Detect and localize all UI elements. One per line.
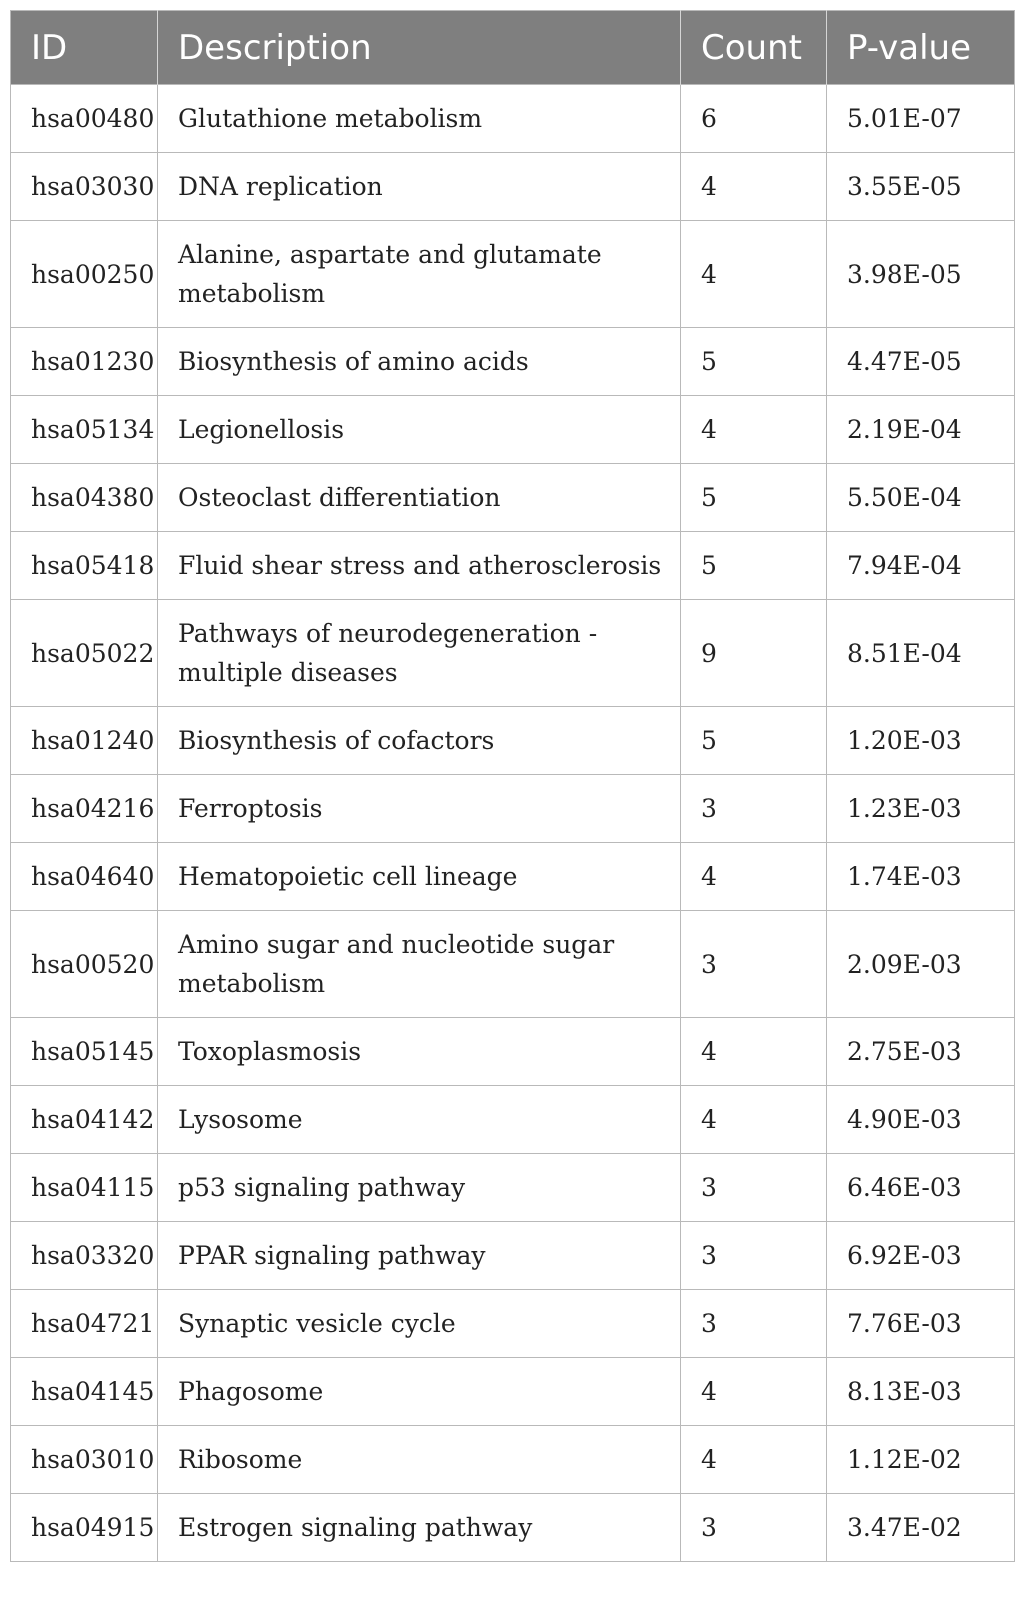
cell-count: 4	[681, 396, 827, 464]
cell-description: PPAR signaling pathway	[158, 1222, 681, 1290]
cell-description: Lysosome	[158, 1086, 681, 1154]
cell-description: Fluid shear stress and atherosclerosis	[158, 532, 681, 600]
cell-id: hsa04145	[11, 1358, 158, 1426]
cell-count: 5	[681, 328, 827, 396]
header-description: Description	[158, 11, 681, 85]
cell-description: Estrogen signaling pathway	[158, 1494, 681, 1562]
cell-description: Biosynthesis of amino acids	[158, 328, 681, 396]
cell-id: hsa00520	[11, 911, 158, 1018]
cell-count: 5	[681, 707, 827, 775]
cell-description: Hematopoietic cell lineage	[158, 843, 681, 911]
cell-id: hsa01240	[11, 707, 158, 775]
table-row	[11, 396, 1015, 464]
cell-pvalue: 8.51E-04	[827, 600, 1015, 707]
cell-id: hsa05022	[11, 600, 158, 707]
table-row	[11, 153, 1015, 221]
cell-id: hsa04915	[11, 1494, 158, 1562]
cell-pvalue: 7.94E-04	[827, 532, 1015, 600]
table-row	[11, 707, 1015, 775]
table-row	[11, 1086, 1015, 1154]
cell-count: 3	[681, 1222, 827, 1290]
header-count: Count	[681, 11, 827, 85]
table-row	[11, 843, 1015, 911]
cell-count: 5	[681, 532, 827, 600]
table-row	[11, 1426, 1015, 1494]
cell-pvalue: 5.50E-04	[827, 464, 1015, 532]
cell-id: hsa04640	[11, 843, 158, 911]
cell-pvalue: 1.74E-03	[827, 843, 1015, 911]
pathway-table	[10, 10, 1015, 1562]
cell-pvalue: 8.13E-03	[827, 1358, 1015, 1426]
cell-pvalue: 7.76E-03	[827, 1290, 1015, 1358]
cell-pvalue: 2.75E-03	[827, 1018, 1015, 1086]
cell-count: 3	[681, 1290, 827, 1358]
cell-pvalue: 6.46E-03	[827, 1154, 1015, 1222]
cell-description: p53 signaling pathway	[158, 1154, 681, 1222]
cell-count: 4	[681, 1086, 827, 1154]
table-row	[11, 532, 1015, 600]
table-row	[11, 600, 1015, 707]
cell-description: Synaptic vesicle cycle	[158, 1290, 681, 1358]
table-row	[11, 1018, 1015, 1086]
cell-id: hsa03320	[11, 1222, 158, 1290]
cell-description: Alanine, aspartate and glutamate metabolism	[158, 221, 681, 328]
cell-pvalue: 5.01E-07	[827, 85, 1015, 153]
cell-pvalue: 2.09E-03	[827, 911, 1015, 1018]
cell-description: Legionellosis	[158, 396, 681, 464]
cell-description: Ribosome	[158, 1426, 681, 1494]
table-row	[11, 1154, 1015, 1222]
cell-pvalue: 3.55E-05	[827, 153, 1015, 221]
table-row	[11, 221, 1015, 328]
table-row	[11, 1494, 1015, 1562]
cell-count: 3	[681, 1494, 827, 1562]
cell-pvalue: 1.23E-03	[827, 775, 1015, 843]
cell-id: hsa03030	[11, 153, 158, 221]
table-row	[11, 775, 1015, 843]
cell-id: hsa04380	[11, 464, 158, 532]
cell-id: hsa04721	[11, 1290, 158, 1358]
table-row	[11, 911, 1015, 1018]
cell-description: Glutathione metabolism	[158, 85, 681, 153]
cell-pvalue: 2.19E-04	[827, 396, 1015, 464]
cell-id: hsa00250	[11, 221, 158, 328]
cell-pvalue: 4.47E-05	[827, 328, 1015, 396]
cell-count: 4	[681, 843, 827, 911]
table-row	[11, 1290, 1015, 1358]
header-id: ID	[11, 11, 158, 85]
cell-description: Osteoclast differentiation	[158, 464, 681, 532]
cell-description: Toxoplasmosis	[158, 1018, 681, 1086]
cell-pvalue: 3.47E-02	[827, 1494, 1015, 1562]
cell-pvalue: 4.90E-03	[827, 1086, 1015, 1154]
header-row	[11, 11, 1015, 85]
cell-id: hsa05418	[11, 532, 158, 600]
cell-description: Phagosome	[158, 1358, 681, 1426]
cell-id: hsa01230	[11, 328, 158, 396]
cell-id: hsa05145	[11, 1018, 158, 1086]
cell-description: Ferroptosis	[158, 775, 681, 843]
header-pvalue: P-value	[827, 11, 1015, 85]
cell-description: Biosynthesis of cofactors	[158, 707, 681, 775]
cell-count: 4	[681, 1426, 827, 1494]
cell-description: Pathways of neurodegeneration - multiple diseases	[158, 600, 681, 707]
table-row	[11, 1222, 1015, 1290]
cell-pvalue: 3.98E-05	[827, 221, 1015, 328]
cell-count: 3	[681, 911, 827, 1018]
cell-id: hsa03010	[11, 1426, 158, 1494]
cell-description: DNA replication	[158, 153, 681, 221]
cell-description: Amino sugar and nucleotide sugar metabolism	[158, 911, 681, 1018]
cell-pvalue: 1.20E-03	[827, 707, 1015, 775]
cell-id: hsa04142	[11, 1086, 158, 1154]
cell-count: 6	[681, 85, 827, 153]
table-row	[11, 464, 1015, 532]
table-row	[11, 328, 1015, 396]
cell-pvalue: 1.12E-02	[827, 1426, 1015, 1494]
cell-id: hsa04216	[11, 775, 158, 843]
cell-count: 9	[681, 600, 827, 707]
cell-count: 3	[681, 1154, 827, 1222]
cell-count: 5	[681, 464, 827, 532]
cell-count: 3	[681, 775, 827, 843]
cell-count: 4	[681, 1018, 827, 1086]
cell-pvalue: 6.92E-03	[827, 1222, 1015, 1290]
cell-id: hsa05134	[11, 396, 158, 464]
cell-count: 4	[681, 221, 827, 328]
cell-id: hsa00480	[11, 85, 158, 153]
cell-id: hsa04115	[11, 1154, 158, 1222]
table-row	[11, 85, 1015, 153]
cell-count: 4	[681, 153, 827, 221]
cell-count: 4	[681, 1358, 827, 1426]
table-row	[11, 1358, 1015, 1426]
